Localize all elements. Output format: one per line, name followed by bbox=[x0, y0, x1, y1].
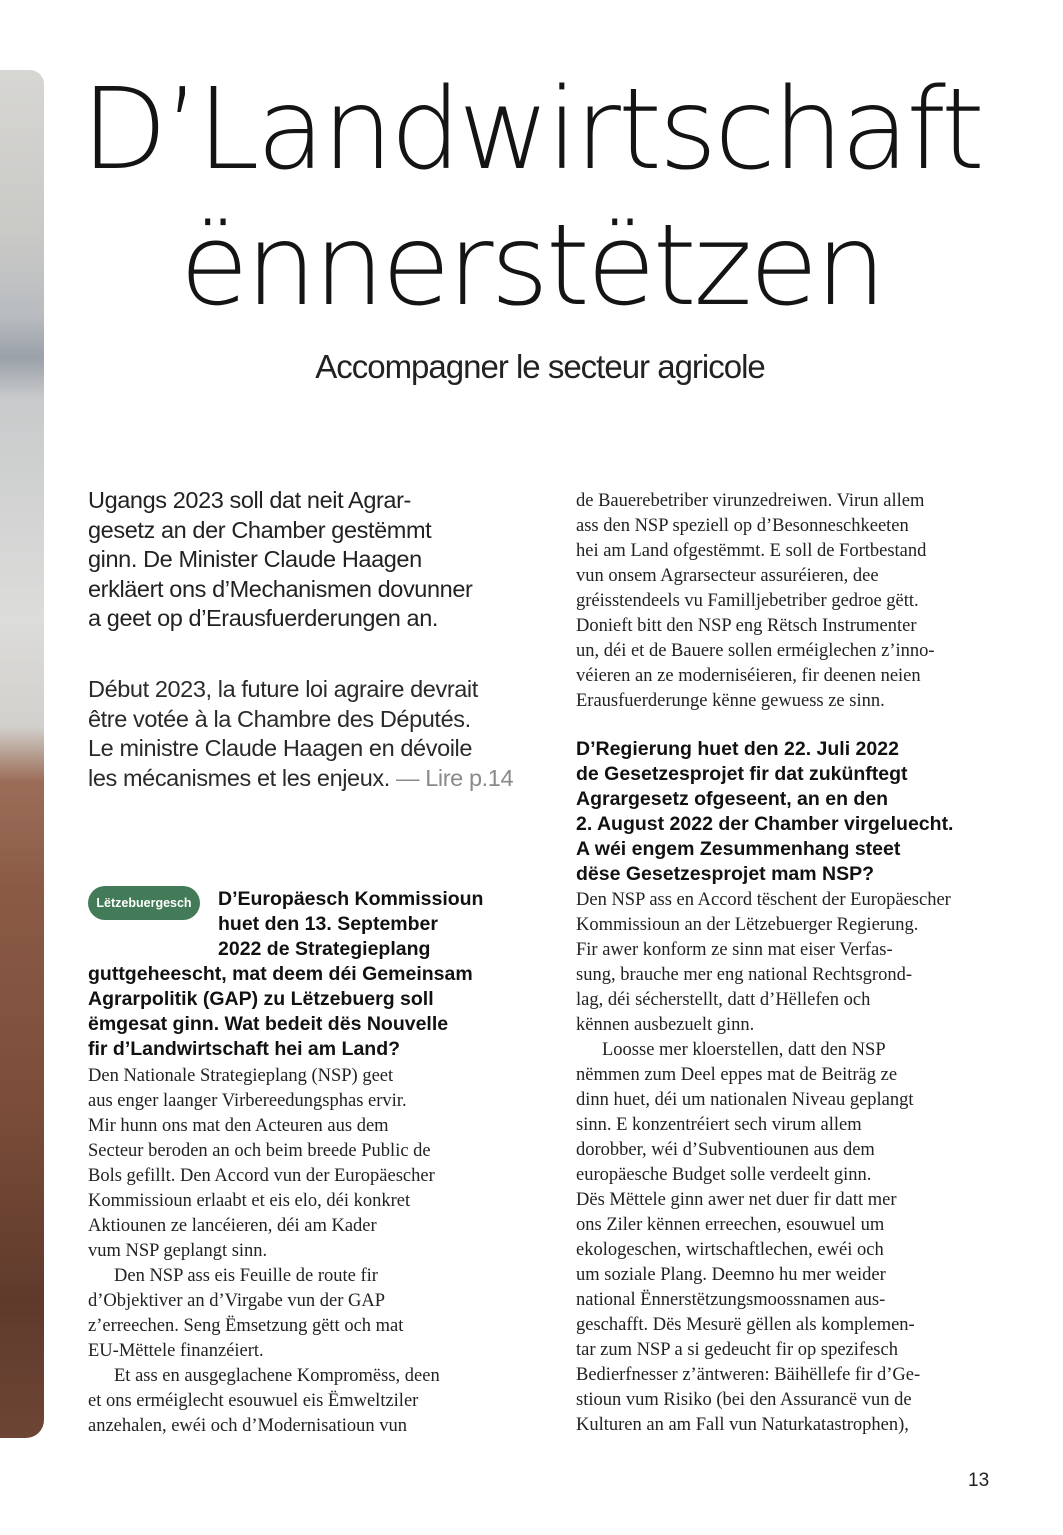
text-line: Dës Mëttele ginn awer net duer fir datt mer bbox=[576, 1190, 897, 1210]
answer-1-paragraph-1 bbox=[88, 1064, 508, 1264]
text-line: Aktiounen ze lancéieren, déi am Kader bbox=[88, 1216, 377, 1236]
text-line: Et ass en ausgeglachene Kompromëss, deen bbox=[114, 1366, 440, 1386]
text-line: dëse Gesetzesprojet mam NSP? bbox=[576, 863, 875, 885]
text-line: ass den NSP speziell op d’Besonneschkeeten bbox=[576, 516, 909, 536]
text-line: Secteur beroden an och beim breede Public de bbox=[88, 1141, 431, 1161]
text-line: ekologeschen, wirtschaftlechen, ewéi och bbox=[576, 1240, 884, 1260]
text-line: D’Europäesch Kommissioun bbox=[218, 888, 484, 910]
text-line: sung, brauche mer eng national Rechtsgrond- bbox=[576, 965, 912, 985]
text-line: sinn. E konzentréiert sech virum allem bbox=[576, 1115, 862, 1135]
text-line: 2022 de Strategieplang bbox=[218, 938, 431, 960]
text-line: national Ënnerstëtzungsmoossnamen aus- bbox=[576, 1290, 886, 1310]
lead-luxembourgish bbox=[88, 486, 518, 634]
text-line: de Gesetzesprojet fir dat zukünftegt bbox=[576, 763, 908, 785]
text-line: Agrargesetz ofgeseent, an en den bbox=[576, 788, 889, 810]
text-line: gesetz an der Chamber gestëmmt bbox=[88, 516, 432, 543]
question-1-rest bbox=[88, 962, 508, 1062]
text-line: nëmmen zum Deel eppes mat de Beiträg ze bbox=[576, 1065, 898, 1085]
text-line: lag, déi sécherstellt, datt d’Hëllefen och bbox=[576, 990, 871, 1010]
text-line: EU-Mëttele finanzéiert. bbox=[88, 1341, 264, 1361]
text-line: Erausfuerderunge kënne gewuess ze sinn. bbox=[576, 691, 885, 711]
text-line: être votée à la Chambre des Députés. bbox=[88, 705, 471, 732]
text-line: D’Regierung huet den 22. Juli 2022 bbox=[576, 738, 899, 760]
text-line: tar zum NSP a si gedeucht fir op spezifesch bbox=[576, 1340, 898, 1360]
title-line-1: D’Landwirtschaft bbox=[81, 65, 982, 195]
text-line: Den Nationale Strategieplang (NSP) geet bbox=[88, 1066, 394, 1086]
answer-1-paragraph-3 bbox=[88, 1364, 508, 1439]
lead-french-reference: — Lire p.14 bbox=[396, 764, 514, 791]
text-line: dorobber, wéi d’Subventiounen aus dem bbox=[576, 1140, 875, 1160]
text-line: huet den 13. September bbox=[218, 913, 438, 935]
text-line: Loosse mer kloerstellen, datt den NSP bbox=[602, 1040, 886, 1060]
text-line: 2. August 2022 der Chamber virgeluecht. bbox=[576, 813, 954, 835]
lead-french bbox=[88, 675, 518, 793]
page-subtitle: Accompagner le secteur agricole bbox=[315, 348, 765, 385]
text-line: ëmgesat ginn. Wat bedeit dës Nouvelle bbox=[88, 1013, 449, 1035]
text-line: Le ministre Claude Haagen en dévoile bbox=[88, 735, 473, 761]
answer-1-paragraph-2 bbox=[88, 1264, 508, 1364]
text-line: anzehalen, ewéi och d’Modernisatioun vun bbox=[88, 1416, 408, 1436]
text-line: Fir awer konform ze sinn mat eiser Verfas- bbox=[576, 940, 893, 960]
answer-1-continued bbox=[576, 489, 996, 714]
text-line: un, déi et de Bauere sollen erméiglechen z’inno- bbox=[576, 641, 935, 661]
text-line: vun onsem Agrarsecteur assuréieren, dee bbox=[576, 566, 879, 586]
text-line: fir d’Landwirtschaft hei am Land? bbox=[88, 1038, 401, 1060]
text-line: geschafft. Dës Mesurë gëllen als komplemen- bbox=[576, 1315, 915, 1335]
page-number: 13 bbox=[968, 1470, 990, 1491]
text-line: Donieft bitt den NSP eng Rëtsch Instrumenter bbox=[576, 616, 917, 636]
text-line: de Bauerebetriber virunzedreiwen. Virun allem bbox=[576, 491, 925, 511]
text-line: d’Objektiver an d’Virgabe vun der GAP bbox=[88, 1291, 386, 1311]
text-line: um soziale Plang. Deemno hu mer weider bbox=[576, 1265, 886, 1285]
answer-2-paragraph-2 bbox=[576, 1038, 996, 1438]
language-badge: Lëtzebuergesch bbox=[88, 886, 200, 920]
page-title bbox=[0, 62, 1063, 334]
text-line: kënnen ausbezuelt ginn. bbox=[576, 1015, 755, 1035]
text-line: Agrarpolitik (GAP) zu Lëtzebuerg soll bbox=[88, 988, 434, 1010]
text-line: Kommissioun an der Lëtzebuerger Regierung. bbox=[576, 915, 919, 935]
text-line: stioun vum Risiko (bei den Assurancë vun de bbox=[576, 1390, 912, 1410]
title-line-2: ënnerstëtzen bbox=[179, 201, 884, 331]
text-line: Mir hunn ons mat den Acteuren aus dem bbox=[88, 1116, 389, 1136]
text-line: erkläert ons d’Mechanismen dovunner bbox=[88, 575, 473, 602]
answer-2-paragraph-1 bbox=[576, 888, 996, 1038]
text-line: et ons erméiglecht esouwuel eis Ëmweltziler bbox=[88, 1391, 419, 1411]
left-column-body bbox=[88, 1064, 508, 1439]
text-line: hei am Land ofgestëmmt. E soll de Fortbestand bbox=[576, 541, 927, 561]
text-line: ons Ziler kënnen erreechen, esouwuel um bbox=[576, 1215, 885, 1235]
text-line: Bedierfnesser z’äntweren: Bäihëllefe fir d’Ge- bbox=[576, 1365, 921, 1385]
text-line: Kulturen an am Fall vun Naturkatastrophen), bbox=[576, 1415, 909, 1435]
text-line: Kommissioun erlaabt et eis elo, déi konkret bbox=[88, 1191, 411, 1211]
question-2 bbox=[576, 737, 996, 887]
text-line: gréisstendeels vu Familljebetriber gedroe gëtt. bbox=[576, 591, 919, 611]
text-line: Den NSP ass eis Feuille de route fir bbox=[114, 1266, 378, 1286]
text-line: les mécanismes et les enjeux. bbox=[88, 764, 390, 791]
text-line: dinn huet, déi um nationalen Niveau geplangt bbox=[576, 1090, 914, 1110]
text-line: europäesche Budget solle verdeelt ginn. bbox=[576, 1165, 872, 1185]
question-1-start bbox=[218, 887, 518, 962]
text-line: a geet op d’Erausfuerderungen an. bbox=[88, 605, 439, 631]
text-line: véieren an ze moderniséieren, fir deenen neien bbox=[576, 666, 921, 686]
text-line: Ugangs 2023 soll dat neit Agrar- bbox=[88, 487, 411, 513]
text-line: ginn. De Minister Claude Haagen bbox=[88, 546, 422, 572]
text-line: aus enger laanger Virbereedungsphas ervir. bbox=[88, 1091, 407, 1111]
text-line: Den NSP ass en Accord tëschent der Europäescher bbox=[576, 890, 951, 910]
text-line: Bols gefillt. Den Accord vun der Europäescher bbox=[88, 1166, 435, 1186]
text-line: z’erreechen. Seng Ëmsetzung gëtt och mat bbox=[88, 1316, 404, 1336]
text-line: Début 2023, la future loi agraire devrait bbox=[88, 676, 478, 702]
right-column-body bbox=[576, 888, 996, 1438]
text-line: guttgeheescht, mat deem déi Gemeinsam bbox=[88, 963, 473, 985]
text-line: A wéi engem Zesummenhang steet bbox=[576, 838, 901, 860]
text-line: vum NSP geplangt sinn. bbox=[88, 1241, 268, 1261]
